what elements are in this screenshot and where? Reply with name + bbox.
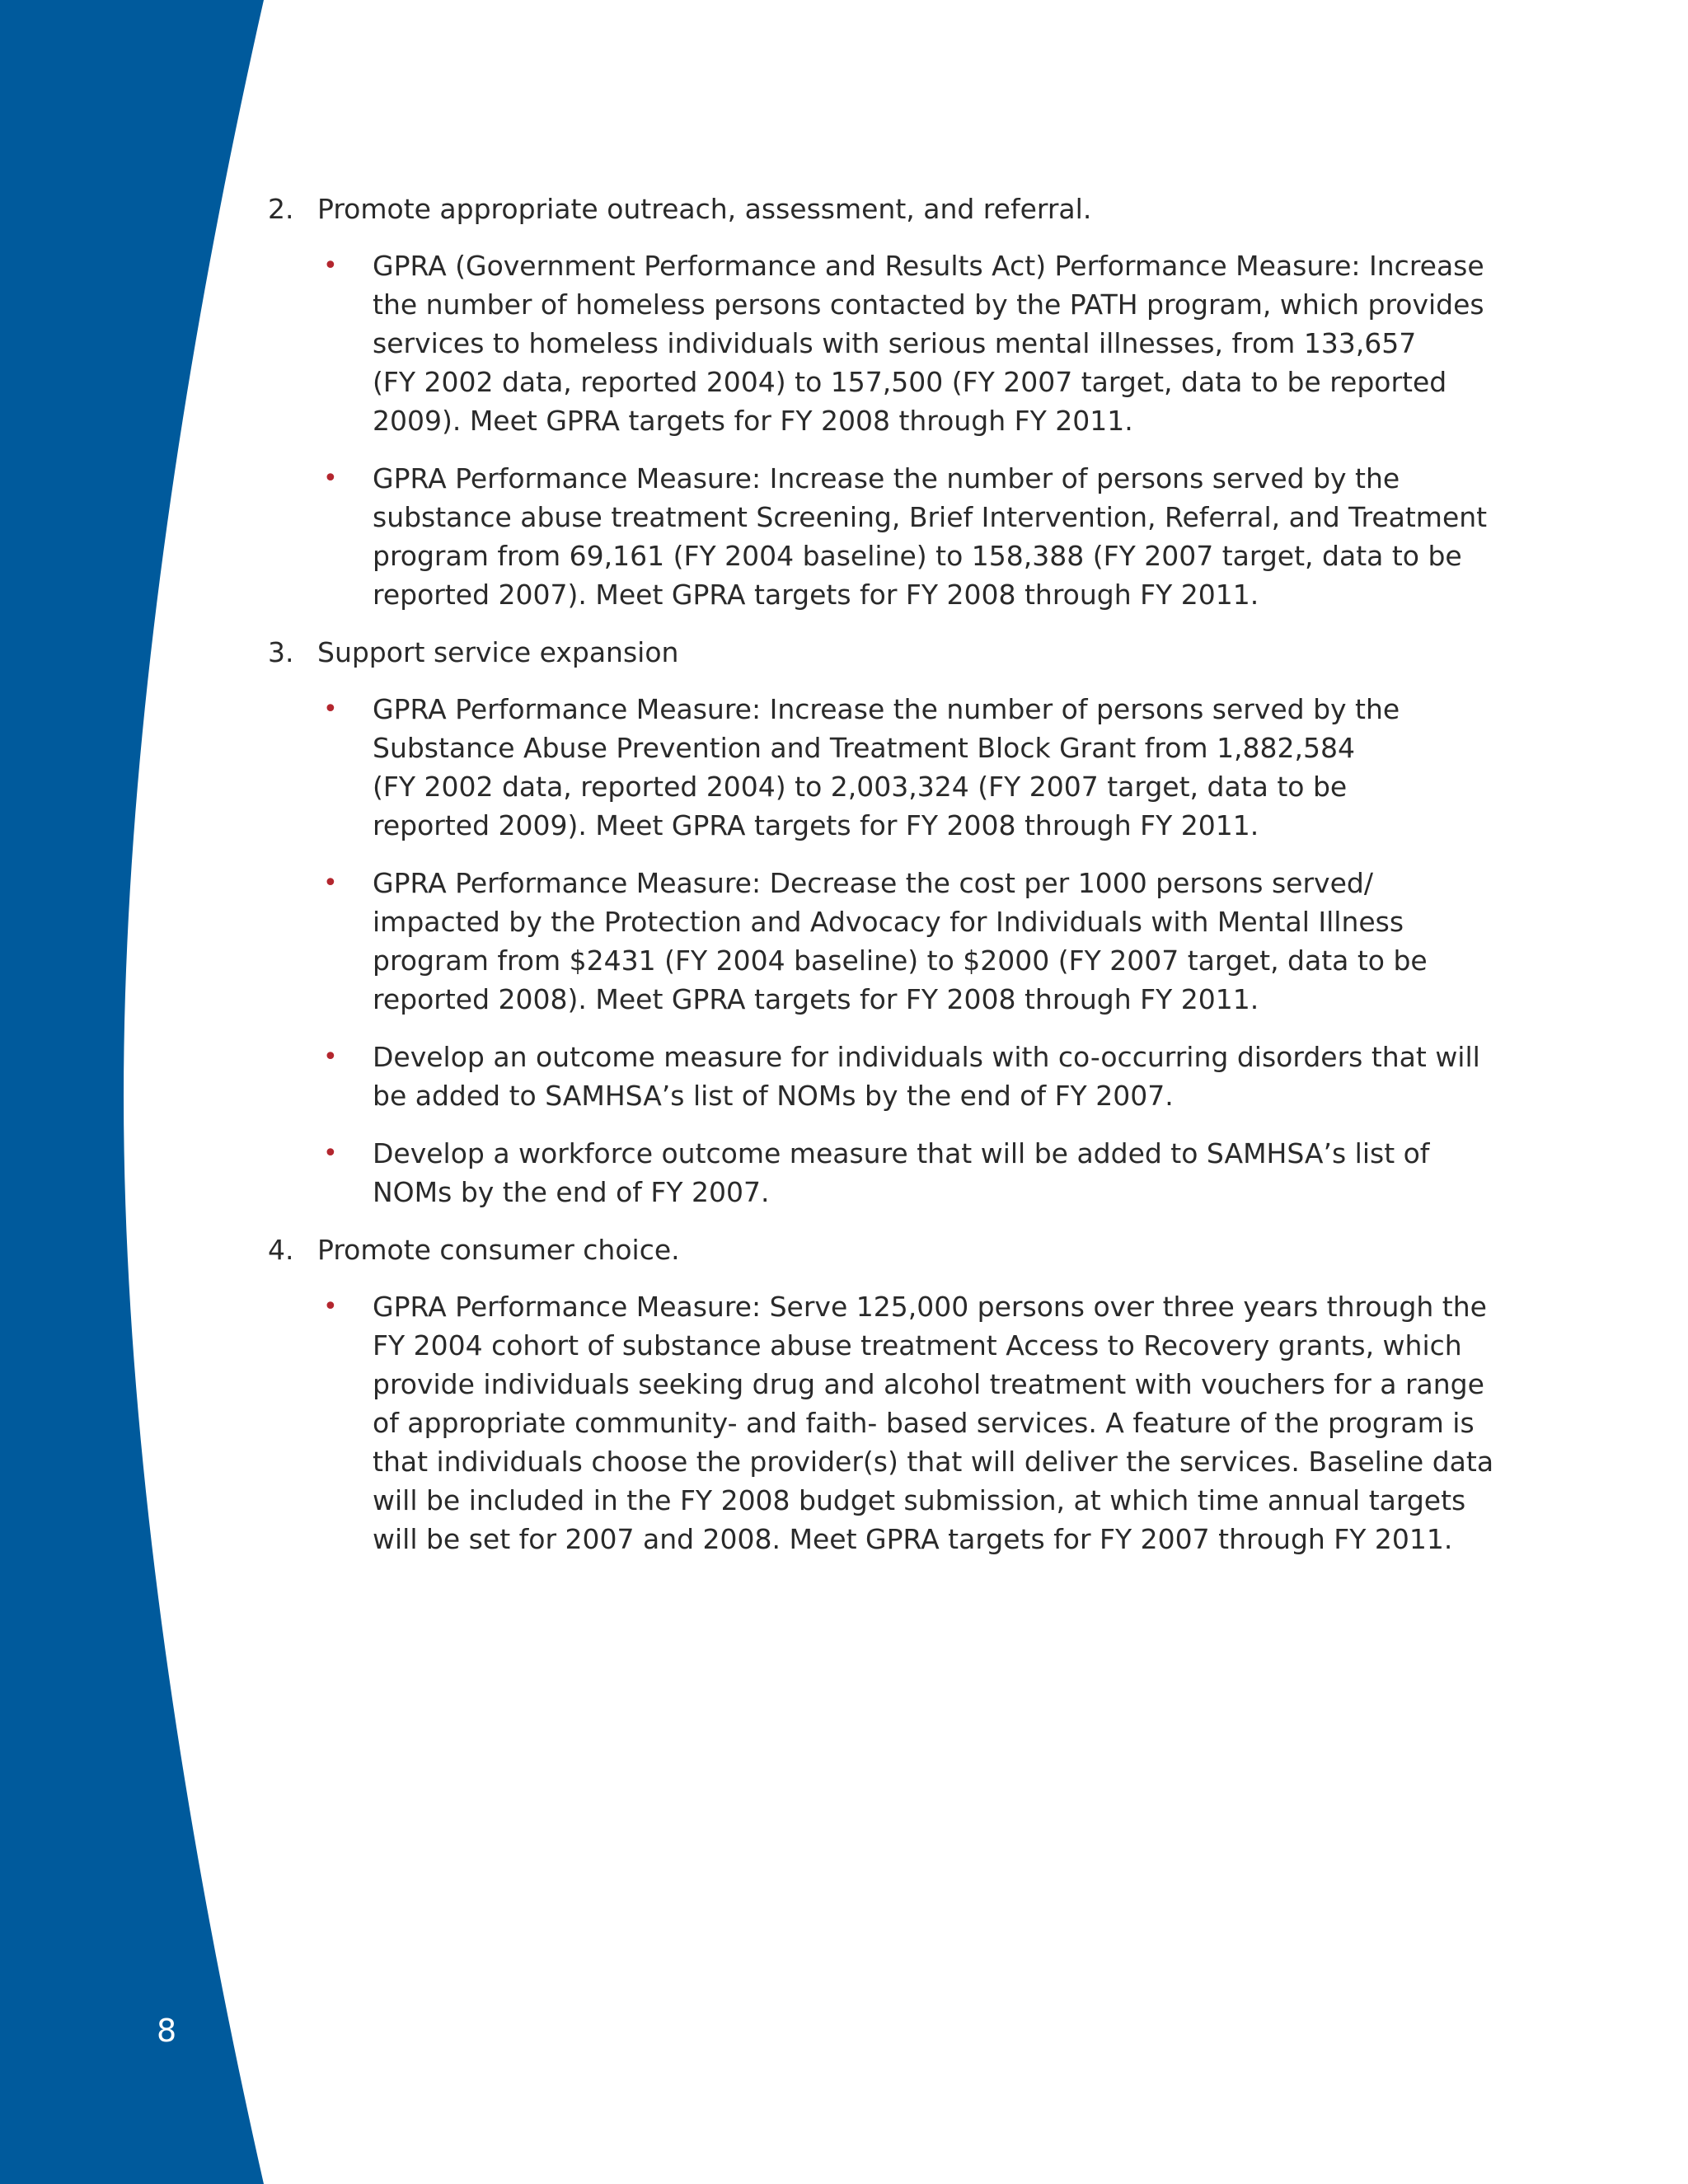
bullet-text-line: GPRA Performance Measure: Increase the number of persons served by the <box>373 693 1400 725</box>
goal-bullet-list <box>268 246 1488 614</box>
goal-bullet-list <box>268 1287 1494 1558</box>
bullet-dot-icon: • <box>323 869 338 898</box>
bullet-dot-icon: • <box>323 695 338 724</box>
bullet-text-line: impacted by the Protection and Advocacy for Individuals with Mental Illness <box>373 906 1404 938</box>
bullet-text-line: reported 2009). Meet GPRA targets for FY 2008 through FY 2011. <box>373 809 1259 841</box>
bullet-text-line: (FY 2002 data, reported 2004) to 157,500 (FY 2007 target, data to be reported <box>373 366 1447 398</box>
goal-title: Support service expansion <box>317 636 679 668</box>
goal-heading <box>268 190 1422 228</box>
bullet-text <box>373 864 1428 1019</box>
blue-curved-band <box>0 0 264 2184</box>
bullet-text-line: Develop a workforce outcome measure that will be added to SAMHSA’s list of <box>373 1137 1430 1169</box>
bullet-dot-icon: • <box>323 251 338 280</box>
bullet-text-line: of appropriate community- and faith- based services. A feature of the program is <box>373 1407 1475 1439</box>
bullet-item <box>323 246 1484 440</box>
bullet-item <box>323 690 1422 845</box>
bullet-text <box>373 459 1487 614</box>
bullet-item <box>323 1134 1430 1212</box>
bullet-text-line: program from 69,161 (FY 2004 baseline) to 158,388 (FY 2007 target, data to be <box>373 540 1462 572</box>
bullet-text-line: that individuals choose the provider(s) that will deliver the services. Baseline data <box>373 1446 1494 1478</box>
bullet-item <box>323 1287 1494 1558</box>
bullet-text-line: program from $2431 (FY 2004 baseline) to $2000 (FY 2007 target, data to be <box>373 944 1428 977</box>
goal-number: 3. <box>268 636 294 668</box>
bullet-text-line: the number of homeless persons contacted by the PATH program, which provides <box>373 288 1484 321</box>
bullet-text-line: GPRA (Government Performance and Results Act) Performance Measure: Increase <box>373 250 1484 282</box>
bullet-dot-icon: • <box>323 464 338 493</box>
side-band-decoration <box>0 0 280 2184</box>
bullet-text-line: be added to SAMHSA’s list of NOMs by the end of FY 2007. <box>373 1080 1174 1112</box>
bullet-text <box>373 1134 1429 1212</box>
bullet-text-line: GPRA Performance Measure: Decrease the cost per 1000 persons served/ <box>373 867 1373 899</box>
bullet-text-line: 2009). Meet GPRA targets for FY 2008 through FY 2011. <box>373 405 1133 437</box>
bullet-dot-icon: • <box>323 1043 338 1071</box>
bullet-text <box>373 246 1484 440</box>
page-number: 8 <box>157 2013 177 2049</box>
bullet-dot-icon: • <box>323 1139 338 1168</box>
goal-title: Promote appropriate outreach, assessment, and referral. <box>317 193 1092 225</box>
goal-number: 2. <box>268 193 294 225</box>
bullet-text-line: provide individuals seeking drug and alcohol treatment with vouchers for a range <box>373 1368 1484 1400</box>
goal-bullet-list <box>268 690 1480 1212</box>
bullet-text-line: will be set for 2007 and 2008. Meet GPRA targets for FY 2007 through FY 2011. <box>373 1523 1453 1555</box>
goal-title: Promote consumer choice. <box>317 1234 680 1266</box>
bullet-item <box>323 459 1488 614</box>
bullet-text-line: GPRA Performance Measure: Increase the number of persons served by the <box>373 462 1400 494</box>
bullet-text-line: FY 2004 cohort of substance abuse treatment Access to Recovery grants, which <box>373 1329 1462 1361</box>
bullet-item <box>323 864 1428 1019</box>
bullet-text <box>373 1287 1493 1558</box>
document-body <box>268 190 1494 1577</box>
bullet-text-line: GPRA Performance Measure: Serve 125,000 persons over three years through the <box>373 1291 1487 1323</box>
goal-heading <box>268 1230 1422 1269</box>
bullet-text-line: will be included in the FY 2008 budget submission, at which time annual targets <box>373 1484 1466 1516</box>
bullet-text <box>373 1038 1480 1115</box>
bullet-text-line: (FY 2002 data, reported 2004) to 2,003,324 (FY 2007 target, data to be <box>373 771 1348 803</box>
bullet-dot-icon: • <box>323 1292 338 1321</box>
bullet-text-line: NOMs by the end of FY 2007. <box>373 1176 770 1208</box>
goal-heading <box>268 633 1422 672</box>
bullet-text-line: substance abuse treatment Screening, Brief Intervention, Referral, and Treatment <box>373 501 1488 533</box>
bullet-text-line: services to homeless individuals with serious mental illnesses, from 133,657 <box>373 327 1417 359</box>
bullet-text-line: Develop an outcome measure for individuals with co-occurring disorders that will <box>373 1041 1480 1073</box>
bullet-text-line: reported 2008). Meet GPRA targets for FY 2008 through FY 2011. <box>373 983 1259 1015</box>
bullet-item <box>323 1038 1480 1115</box>
bullet-text-line: reported 2007). Meet GPRA targets for FY 2008 through FY 2011. <box>373 579 1259 611</box>
bullet-text <box>373 690 1422 845</box>
goal-number: 4. <box>268 1234 294 1266</box>
bullet-text-line: Substance Abuse Prevention and Treatment Block Grant from 1,882,584 <box>373 732 1356 764</box>
